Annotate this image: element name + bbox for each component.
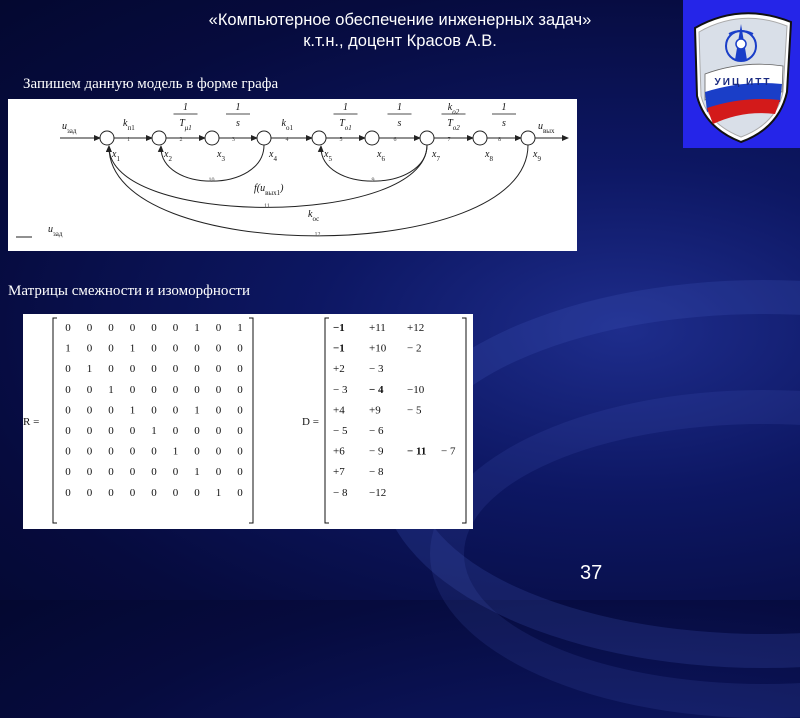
edge-number: 9 [371, 177, 375, 184]
matrices-canvas [23, 314, 473, 529]
matrix-d-bracket-right [462, 318, 466, 523]
gain-numerator: 1 [343, 102, 348, 113]
feedback-label-k: $k_{ос}$ [308, 209, 320, 223]
matrix-r-cell: 0 [108, 322, 114, 334]
legend-label: $u_{зад}$ [48, 224, 63, 238]
node-label: $x_4$ [269, 149, 277, 163]
matrix-r-cell: 0 [215, 342, 222, 355]
matrix-r-cell: 0 [194, 363, 200, 376]
matrix-d-cell: − 9 [369, 445, 384, 458]
matrix-r-cell: 0 [108, 404, 114, 417]
matrix-r-cell: 0 [172, 425, 179, 437]
matrix-r-bracket-left [53, 318, 57, 523]
matrix-r-cell: 1 [194, 466, 200, 479]
matrix-r-cell: 0 [86, 342, 93, 355]
edge-number: 4 [285, 137, 289, 143]
matrix-d-cell: −1 [333, 342, 345, 355]
graph-node [312, 131, 326, 145]
matrix-r-cell: 1 [86, 363, 93, 376]
matrix-d-cell: − 11 [407, 445, 427, 458]
matrix-r-bracket-right [249, 318, 253, 523]
edge-number: 7 [447, 137, 451, 143]
section-heading-matrices: Матрицы смежности и изоморфности [8, 283, 250, 299]
matrix-d-cell: −12 [369, 486, 387, 499]
matrix-r-cell: 0 [194, 486, 200, 499]
feedback-edge [321, 145, 427, 184]
matrix-r-cell: 1 [129, 342, 136, 355]
edge-number: 2 [179, 137, 183, 143]
matrix-d-cell: − 2 [407, 342, 422, 355]
signal-flow-graph [8, 99, 577, 251]
graph-node [521, 131, 535, 145]
matrix-r-cell: 0 [129, 466, 136, 479]
matrix-r-cell: 0 [86, 445, 93, 458]
matrix-r-cell: 0 [237, 404, 243, 417]
matrix-r-cell: 0 [86, 486, 93, 499]
matrix-r-cell: 0 [172, 404, 179, 417]
graph-node [257, 131, 271, 145]
matrix-r-cell: 0 [237, 383, 243, 396]
matrix-r-cell: 0 [215, 425, 222, 437]
feedback-edge [161, 145, 264, 184]
gain-denominator: s [397, 118, 402, 129]
matrix-r-cell: 0 [108, 486, 114, 499]
matrix-r-cell: 1 [194, 322, 200, 334]
matrix-r-cell: 0 [172, 342, 179, 355]
gain-numerator: 1 [183, 102, 188, 113]
graph-node [420, 131, 434, 145]
matrix-r-cell: 0 [65, 466, 71, 479]
matrix-r-cell: 0 [151, 322, 157, 334]
shield-logo-icon [683, 0, 800, 148]
graph-node [152, 131, 166, 145]
matrix-d-cell: − 7 [441, 445, 456, 458]
matrix-r-cell: 0 [129, 425, 136, 437]
matrix-r-cell: 0 [237, 466, 243, 479]
matrix-r-cell: 0 [151, 342, 157, 355]
matrix-r-cell: 0 [194, 445, 200, 458]
matrix-r-cell: 1 [65, 342, 71, 355]
matrix-d-cell: +4 [333, 404, 345, 417]
matrix-r-cell: 0 [151, 466, 157, 479]
node-label: $x_9$ [533, 149, 541, 163]
matrix-d-bracket-left [325, 318, 329, 523]
matrix-r-cell: 0 [151, 445, 157, 458]
edge-number: 1 [127, 137, 130, 143]
feedback-label-f: $f(u_{вых1})$ [254, 183, 284, 197]
matrix-d-cell: − 5 [333, 425, 348, 437]
matrix-r-cell: 0 [108, 466, 114, 479]
matrix-r-cell: 0 [129, 486, 136, 499]
matrix-d-cell: +12 [407, 322, 425, 334]
gain-denominator: $T_{о1}$ [339, 118, 352, 132]
matrix-d-cell: +2 [333, 363, 345, 376]
matrix-r-cell: 1 [151, 425, 157, 437]
matrix-r-cell: 0 [129, 383, 136, 396]
node-label: $x_6$ [377, 149, 385, 163]
matrix-r-cell: 0 [129, 322, 136, 334]
matrix-r-cell: 0 [215, 404, 222, 417]
matrix-r-cell: 0 [151, 383, 157, 396]
matrix-r-cell: 0 [108, 425, 114, 437]
gain-numerator: $k_{о2}$ [447, 102, 460, 116]
matrix-r-cell: 0 [194, 425, 200, 437]
matrix-d-cell: −10 [407, 383, 425, 396]
gain-denominator: $T_{\mu 1}$ [179, 118, 192, 132]
logo-text: УИЦ ИТТ [714, 77, 772, 88]
matrix-r-cell: 1 [172, 445, 179, 458]
matrix-r-cell: 0 [215, 322, 222, 334]
matrix-r-cell: 0 [129, 363, 136, 376]
node-label: $x_1$ [112, 149, 120, 163]
matrix-r-cell: 0 [65, 425, 71, 437]
matrix-r-cell: 0 [151, 486, 157, 499]
edge-number: 8 [498, 137, 501, 143]
matrix-r-cell: 1 [129, 404, 136, 417]
matrix-d-cell: +11 [369, 322, 386, 334]
matrix-r-cell: 0 [151, 404, 157, 417]
edge-number: 11 [264, 203, 270, 210]
matrix-d-label: D = [302, 416, 319, 428]
matrix-d-cell: − 3 [369, 363, 384, 376]
matrix-r-cell: 0 [215, 466, 222, 479]
matrix-r-cell: 0 [108, 363, 114, 376]
matrix-r-cell: 0 [86, 425, 93, 437]
matrix-r-cell: 0 [86, 466, 93, 479]
matrix-r-cell: 0 [108, 445, 114, 458]
gain-numerator: 1 [501, 102, 507, 113]
matrix-d-cell: +9 [369, 404, 381, 417]
node-label: $x_8$ [485, 149, 493, 163]
matrix-r-cell: 1 [237, 322, 243, 334]
matrix-r-cell: 0 [65, 445, 71, 458]
node-label: $x_5$ [324, 149, 332, 163]
matrix-r-cell: 0 [65, 383, 71, 396]
node-label: $x_3$ [217, 149, 225, 163]
matrix-r-cell: 0 [129, 445, 136, 458]
matrix-r-cell: 0 [237, 445, 243, 458]
matrix-r-cell: 0 [172, 486, 179, 499]
matrix-r-cell: 0 [172, 466, 179, 479]
matrix-r-cell: 0 [215, 445, 222, 458]
graph-node [205, 131, 219, 145]
matrix-r-cell: 0 [237, 342, 243, 355]
gain-label: $k_{п1}$ [123, 118, 135, 132]
slide-title-line2: к.т.н., доцент Красов А.В. [303, 32, 497, 50]
edge-number: 6 [393, 137, 397, 143]
matrix-d-cell: +10 [369, 342, 387, 355]
matrix-r-cell: 0 [172, 322, 179, 334]
matrix-d-cell: −1 [333, 322, 345, 334]
matrices-panel [23, 314, 473, 529]
slide-title [150, 10, 650, 52]
matrix-r-cell: 0 [65, 404, 71, 417]
matrix-r-cell: 1 [215, 486, 222, 499]
matrix-d-cell: − 8 [369, 466, 384, 479]
gain-denominator: $T_{о2}$ [447, 118, 460, 132]
gain-numerator: 1 [235, 102, 241, 113]
matrix-r-cell: 0 [65, 363, 71, 376]
matrix-r-cell: 0 [172, 363, 179, 376]
matrix-r-cell: 0 [65, 322, 71, 334]
matrix-r-cell: 1 [108, 383, 114, 396]
node-label: $x_7$ [432, 149, 440, 163]
matrix-r-cell: 0 [86, 322, 93, 334]
matrix-r-cell: 0 [237, 363, 243, 376]
matrix-r-cell: 0 [215, 363, 222, 376]
logo [683, 0, 800, 148]
matrix-r-cell: 0 [151, 363, 157, 376]
matrix-r-cell: 0 [194, 342, 200, 355]
matrix-d-cell: − 5 [407, 404, 422, 417]
signal-flow-graph-canvas [8, 99, 577, 251]
gain-denominator: s [502, 118, 506, 129]
node-label: $x_2$ [164, 149, 172, 163]
matrix-r-cell: 0 [172, 383, 179, 396]
matrix-r-cell: 0 [86, 383, 93, 396]
input-label: $u_{зад}$ [62, 121, 77, 135]
edge-number: 3 [232, 137, 235, 143]
gain-numerator: 1 [397, 102, 402, 113]
matrix-d-cell: − 4 [369, 383, 384, 396]
gain-denominator: s [236, 118, 240, 129]
matrix-r-cell: 0 [86, 404, 93, 417]
page-number: 37 [580, 562, 603, 584]
matrix-r-cell: 1 [194, 404, 200, 417]
matrix-r-cell: 0 [237, 425, 243, 437]
gain-label: $k_{о1}$ [281, 118, 293, 132]
matrix-d-cell: − 8 [333, 486, 348, 499]
matrix-r-cell: 0 [65, 486, 71, 499]
matrix-d-cell: − 3 [333, 383, 348, 396]
matrix-d-cell: − 6 [369, 425, 384, 437]
section-heading-graph: Запишем данную модель в форме графа [23, 76, 279, 92]
matrix-r-cell: 0 [237, 486, 243, 499]
graph-node [100, 131, 114, 145]
matrix-r-cell: 0 [108, 342, 114, 355]
slide-title-line1: «Компьютерное обеспечение инженерных задач» [208, 11, 592, 29]
matrix-d-cell: +7 [333, 466, 345, 479]
matrix-r-label: R = [23, 416, 40, 428]
edge-number: 10 [208, 177, 215, 184]
graph-node [473, 131, 487, 145]
matrix-d-cell: +6 [333, 445, 345, 458]
matrix-r-cell: 0 [215, 383, 222, 396]
edge-number: 5 [339, 137, 343, 143]
output-label: $u_{вых}$ [538, 121, 555, 135]
matrix-r-cell: 0 [194, 383, 200, 396]
edge-number: 12 [314, 232, 321, 238]
graph-node [365, 131, 379, 145]
